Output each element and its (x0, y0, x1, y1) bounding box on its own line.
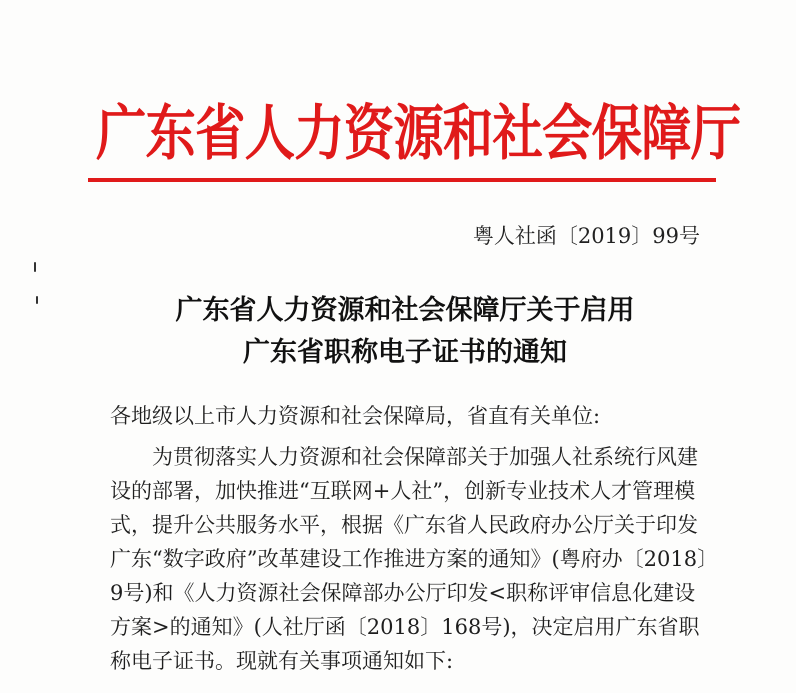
binding-mark (34, 262, 36, 272)
body-line: 9号)和《人力资源社会保障部办公厅印发<职称评审信息化建设 (110, 581, 696, 605)
body-line: 称电子证书。现就有关事项通知如下: (110, 649, 454, 673)
body-line: 方案>的通知》(人社厅函〔2018〕168号)，决定启用广东省职 (110, 615, 700, 639)
body-line: 式，提升公共服务水平，根据《广东省人民政府办公厅关于印发 (110, 513, 698, 537)
notice-title-line: 广东省人力资源和社会保障厅关于启用 (175, 295, 635, 326)
salutation: 各地级以上市人力资源和社会保障局，省直有关单位: (110, 404, 601, 428)
body-line: 设的部署，加快推进“互联网+人社”，创新专业技术人才管理模 (110, 479, 696, 503)
notice-title (150, 290, 660, 374)
notice-title-line: 广东省职称电子证书的通知 (243, 337, 567, 368)
body-line: 为贯彻落实人力资源和社会保障部关于加强人社系统行风建 (152, 445, 698, 469)
document-number: 粤人社函〔2019〕99号 (472, 224, 700, 248)
letterhead-title: 广东省人力资源和社会保障厅 (96, 99, 741, 169)
letterhead-red-rule (88, 178, 716, 182)
body-paragraph (110, 440, 719, 678)
body-line: 广东“数字政府”改革建设工作推进方案的通知》(粤府办〔2018〕 (110, 547, 719, 571)
binding-mark (36, 296, 38, 304)
